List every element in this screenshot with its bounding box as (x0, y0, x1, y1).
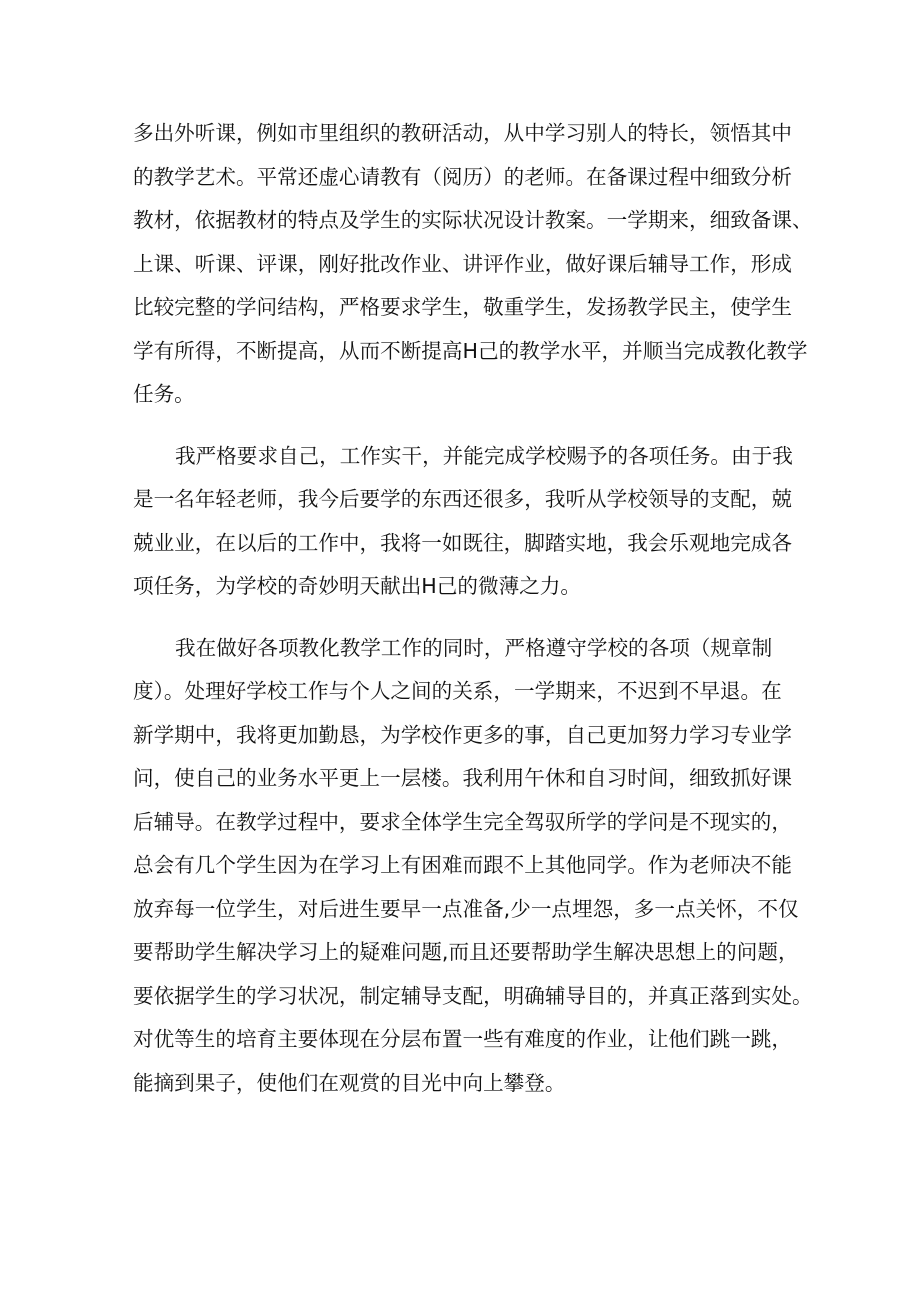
text-line: 对优等生的培育主要体现在分层布置一些有难度的作业，让他们跳一跳， (133, 1027, 792, 1051)
text-line: 学有所得，不断提高，从而不断提高H己的教学水平，并顺当完成教化教学 (133, 338, 808, 363)
text-line: 能摘到果子，使他们在观赏的目光中向上攀登。 (133, 1070, 566, 1095)
text-line: 后辅导。在教学过程中，要求全体学生完全驾驭所学的学问是不现实的， (133, 809, 792, 834)
paragraph-spacer (133, 609, 793, 627)
text-line: 放弃每一位学生，对后进生要早一点准备,少一点埋怨，多一点关怀，不仅 (133, 896, 799, 921)
text-line: 我严格要求自己，工作实干，并能完成学校赐予的各项任务。由于我 (175, 443, 793, 468)
document-body (133, 112, 813, 1105)
text-line: 要帮助学生解决学习上的疑难问题,而且还要帮助学生解决思想上的问题， (133, 940, 799, 964)
text-line: 是一名年轻老师，我今后要学的东西还很多，我听从学校领导的支配，兢 (133, 487, 792, 511)
text-line: 兢业业，在以后的工作中，我将一如既往，脚踏实地，我会乐观地完成各 (133, 530, 792, 555)
text-line: 项任务，为学校的奇妙明天献出H己的微薄之力。 (133, 574, 581, 598)
text-line: 上课、听课、评课，刚好批改作业、讲评作业，做好课后辅导工作，形成 (133, 251, 792, 276)
paragraph-3 (133, 627, 813, 1106)
text-line: 比较完整的学问结构，严格要求学生，敬重学生，发扬教学民主，使学生 (133, 295, 792, 319)
paragraph-1 (133, 112, 813, 417)
text-line: 任务。 (133, 382, 195, 406)
text-line: 教材，依据教材的特点及学生的实际状况设计教案。一学期来，细致备课、 (133, 208, 813, 232)
text-line: 总会有几个学生因为在学习上有困难而跟不上其他同学。作为老师决不能 (133, 853, 792, 877)
text-line: 要依据学生的学习状况，制定辅导支配，明确辅导目的，并真正落到实处。 (133, 983, 813, 1008)
paragraph-2 (133, 435, 793, 609)
text-line: 我在做好各项教化教学工作的同时，严格遵守学校的各项（规章制 (175, 635, 773, 660)
text-line: 问，使自己的业务水平更上一层楼。我利用午休和自习时间，细致抓好课 (133, 766, 792, 790)
text-line: 多出外听课，例如市里组织的教研活动，从中学习别人的特长，领悟其中 (133, 121, 792, 145)
paragraph-spacer (133, 417, 793, 435)
text-line: 度）。处理好学校工作与个人之间的关系，一学期来，不迟到不早退。在 (133, 679, 782, 703)
text-line: 新学期中，我将更加勤恳，为学校作更多的事，自己更加努力学习专业学 (133, 722, 792, 747)
text-line: 的教学艺术。平常还虚心请教有（阅历）的老师。在备课过程中细致分析 (133, 164, 792, 189)
